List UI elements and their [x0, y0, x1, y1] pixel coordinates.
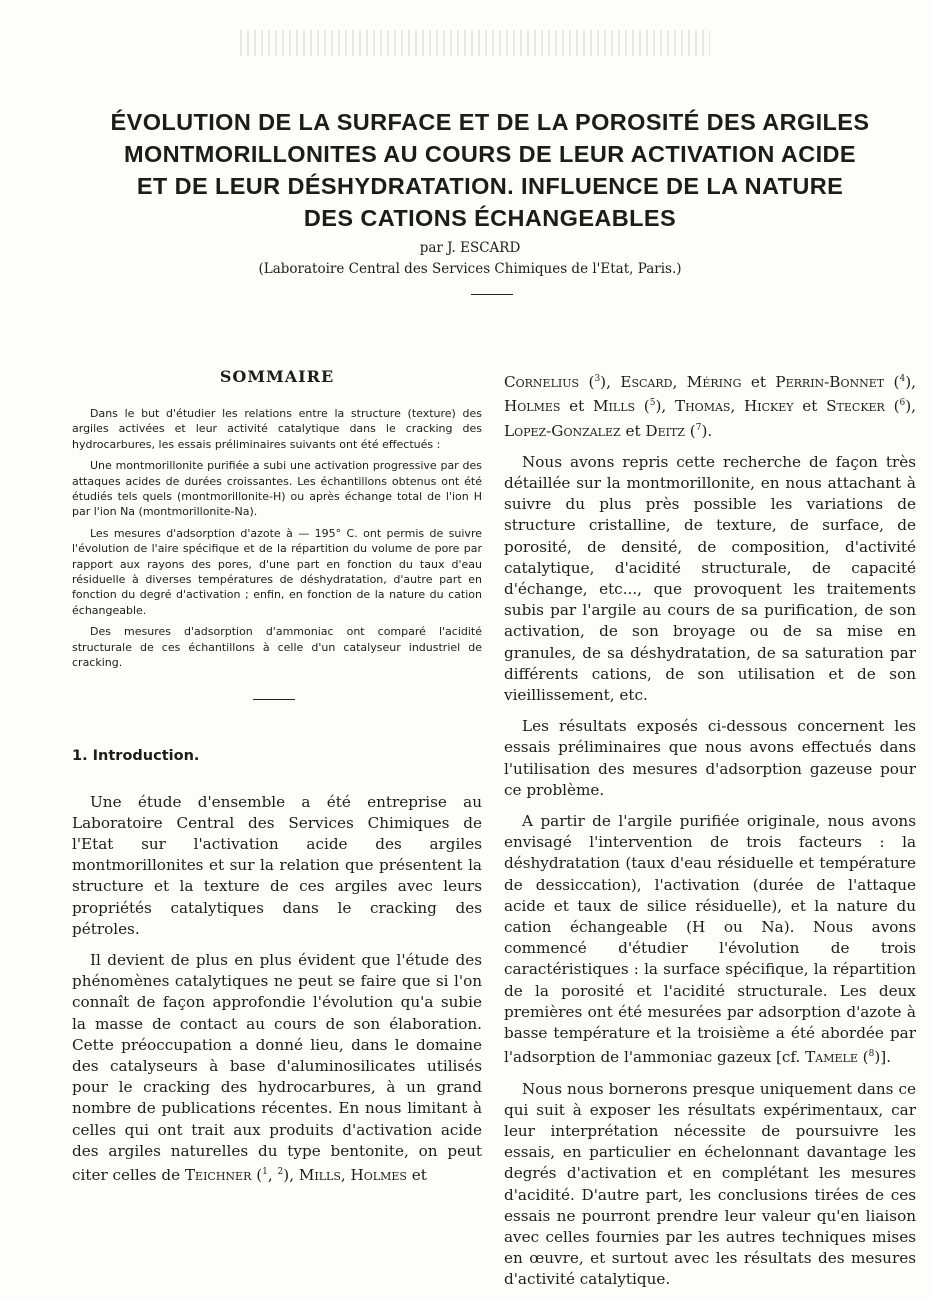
citation-author: Mills, Holmes	[298, 1166, 407, 1185]
citation-author: Hickey	[744, 397, 794, 416]
citation-author: Deitz	[645, 421, 685, 440]
body-paragraph: Nous avons repris cette recherche de façon très détaillée sur la montmorillonite, en nous attachant à suivre du plus près possible les variations de structure cristalline, de texture, de surface, de porosité, de densité, de composition, d'activité catalytique, d'acidité structurale, de capacité d'échange, etc..., que provoquent les traitements subis par l'argile au cours de sa purification, de son activation, de son broyage ou de sa mise en granules, de sa déshydratation, de sa saturation par différents cations, de son utilisation et de son vieillissement, etc.	[504, 452, 916, 705]
title-separator-rule	[471, 294, 513, 295]
title-line: ÉVOLUTION DE LA SURFACE ET DE LA POROSITÉ DES ARGILES	[110, 109, 870, 135]
body-paragraph: Les résultats exposés ci-dessous concernent les essais préliminaires que nous avons effectués dans l'utilisation des mesures d'adsorption gazeuse pour ce problème.	[504, 717, 916, 799]
body-paragraph: A partir de l'argile purifiée originale, nous avons envisagé l'intervention de trois facteurs : la déshydratation (taux d'eau résiduelle et température de dessiccation), l'activation (durée de l'attaque acide et taux de silice résiduelle), et la nature du cation échangeable (H ou Na). Nous avons commencé d'étudier l'évolution de trois caractéristiques : la surface spécifique, la répartition de la porosité et l'acidité structurale. Les deux premières ont été mesurées par adsorption d'azote à basse température et la troisième a été abordée par l'adsorption de l'ammoniac gazeux [cf. Tamele ($^8$)].	[504, 812, 916, 1067]
body-paragraph: Une étude d'ensemble a été entreprise au Laboratoire Central des Services Chimiques de l'Etat sur l'activation acide des argiles montmorillonites et sur la relation que présentent la structure et la texture de ces argiles avec leurs propriétés catalytiques dans le cracking des pétroles.	[72, 792, 482, 938]
body-paragraph: Cornelius ($^3$), Escard, Méring et Perrin-Bonnet ($^4$), Holmes et Mills ($^5$), Thomas, Hickey et Stecker ($^6$), Lopez-Gonzalez et Deitz ($^7$).	[504, 373, 917, 440]
body-paragraph: Nous nous bornerons presque uniquement dans ce qui suit à exposer les résultats expérimentaux, car leur interprétation nécessite de poursuivre les essais, en particulier en échelonnant davantage les degrés d'activation et en complétant les mesures d'acidité. D'autre part, les conclusions tirées de ces essais ne pourront prendre leur valeur qu'en liaison avec celles fournies par les autres techniques mises en œuvre, et surtout avec les résultats des mesures d'activité catalytique.	[504, 1079, 916, 1289]
conjunction: et	[625, 421, 641, 440]
summary-paragraph: Les mesures d'adsorption d'azote à — 195° C. ont permis de suivre l'évolution de l'aire spécifique et de la répartition du volume de pore par rapport aux rayons des pores, d'une part en fonction du taux d'eau résiduelle à diverses températures de déshydratation, d'autre part en fonction du degré d'activation ; enfin, en fonction de la nature du cation échangeable.	[72, 526, 482, 617]
body-paragraph: Il devient de plus en plus évident que l'étude des phénomènes catalytiques ne peut se faire que si l'on connaît de façon approfondie l'évolution qu'a subie la masse de contact au cours de son élaboration. Cette préoccupation a donné lieu, dans le domaine des catalyseurs à base d'aluminosilicates utilisés pour le cracking des hydrocarbures, à un grand nombre de publications récentes. En nous limitant à celles qui ont trait aux produits d'activation acide des argiles naturelles du type bentonite, on peut citer celles de Teichner ($^1$, $^2$), Mills, Holmes et	[72, 950, 482, 1185]
summary-paragraph: Une montmorillonite purifiée a subi une activation progressive par des attaques acides de durées croissantes. Les échantillons obtenus ont été étudiés tels quels (montmorillonite-H) ou après échange total de l'ion H par l'ion Na (montmorillonite-Na).	[72, 459, 482, 519]
citation-ref: ($^1$, $^2$)	[256, 1166, 290, 1185]
citation-author: Thomas	[674, 397, 731, 416]
section-heading-introduction: 1. Introduction.	[72, 747, 200, 764]
citation-author: Lopez-Gonzalez	[504, 421, 621, 440]
summary-block	[72, 406, 482, 671]
citation-author: Perrin-Bonnet	[775, 373, 885, 392]
conjunction: et	[569, 397, 585, 416]
summary-paragraph: Dans le but d'étudier les relations entre la structure (texture) des argiles activées et leur activité catalytique dans le cracking des hydrocarbures, les essais préliminaires suivants ont été effectués :	[72, 407, 482, 451]
paragraph-text: Il devient de plus en plus évident que l'étude des phénomènes catalytiques ne peut se faire que si l'on connaît de façon approfondie l'évolution qu'a subie la masse de contact au cours de son élaboration. Cette préoccupation a donné lieu, dans le domaine des catalyseurs à base d'aluminosilicates utilisés pour le cracking des hydrocarbures, à un grand nombre de publications récentes. En nous limitant à celles qui ont trait aux produits d'activation acide des argiles naturelles du type bentonite, on peut citer celles de	[72, 950, 482, 1185]
citation-author: Holmes	[504, 397, 561, 416]
citation-author: Teichner	[184, 1166, 252, 1185]
author-affiliation: (Laboratoire Central des Services Chimiques de l'Etat, Paris.)	[258, 261, 682, 277]
paragraph-text: A partir de l'argile purifiée originale, nous avons envisagé l'intervention de trois facteurs : la déshydratation (taux d'eau résiduelle et température de dessiccation), l'activation (durée de l'attaque acide et taux de silice résiduelle), et la nature du cation échangeable (H ou Na). Nous avons commencé d'étudier l'évolution de trois caractéristiques : la surface spécifique, la répartition de la porosité et l'acidité structurale. Les deux premières ont été mesurées par adsorption d'azote à basse température et la troisième a été abordée par l'adsorption de l'ammoniac gazeux [cf.	[504, 812, 916, 1067]
summary-paragraph: Des mesures d'adsorption d'ammoniac ont comparé l'acidité structurale de ces échantillons à celle d'un catalyseur industriel de cracking.	[72, 625, 482, 670]
author-byline: par J. ESCARD	[419, 240, 521, 256]
citation-author: Cornelius	[504, 373, 580, 392]
title-line: ET DE LEUR DÉSHYDRATATION. INFLUENCE DE LA NATURE	[136, 173, 844, 199]
conjunction: et	[750, 373, 766, 392]
citation-author: Stecker	[826, 397, 885, 416]
citation-author: Tamele	[805, 1048, 858, 1067]
article-title	[60, 106, 920, 234]
intro-body-right	[504, 369, 916, 1291]
citation-author: Mills	[593, 397, 636, 416]
paragraph-text: ].	[880, 1048, 892, 1067]
right-column	[504, 369, 916, 1301]
citation-author: Méring	[686, 373, 742, 392]
title-line: MONTMORILLONITES AU COURS DE LEUR ACTIVATION ACIDE	[124, 141, 856, 167]
scan-artifact	[240, 30, 710, 56]
summary-separator-rule	[253, 699, 295, 700]
citation-author: Escard	[620, 373, 673, 392]
conjunction: et	[411, 1166, 427, 1185]
conjunction: et	[802, 397, 818, 416]
summary-heading: SOMMAIRE	[219, 367, 335, 386]
intro-body-left	[72, 792, 482, 1187]
left-column	[72, 367, 482, 1196]
title-line: DES CATIONS ÉCHANGEABLES	[303, 205, 677, 231]
